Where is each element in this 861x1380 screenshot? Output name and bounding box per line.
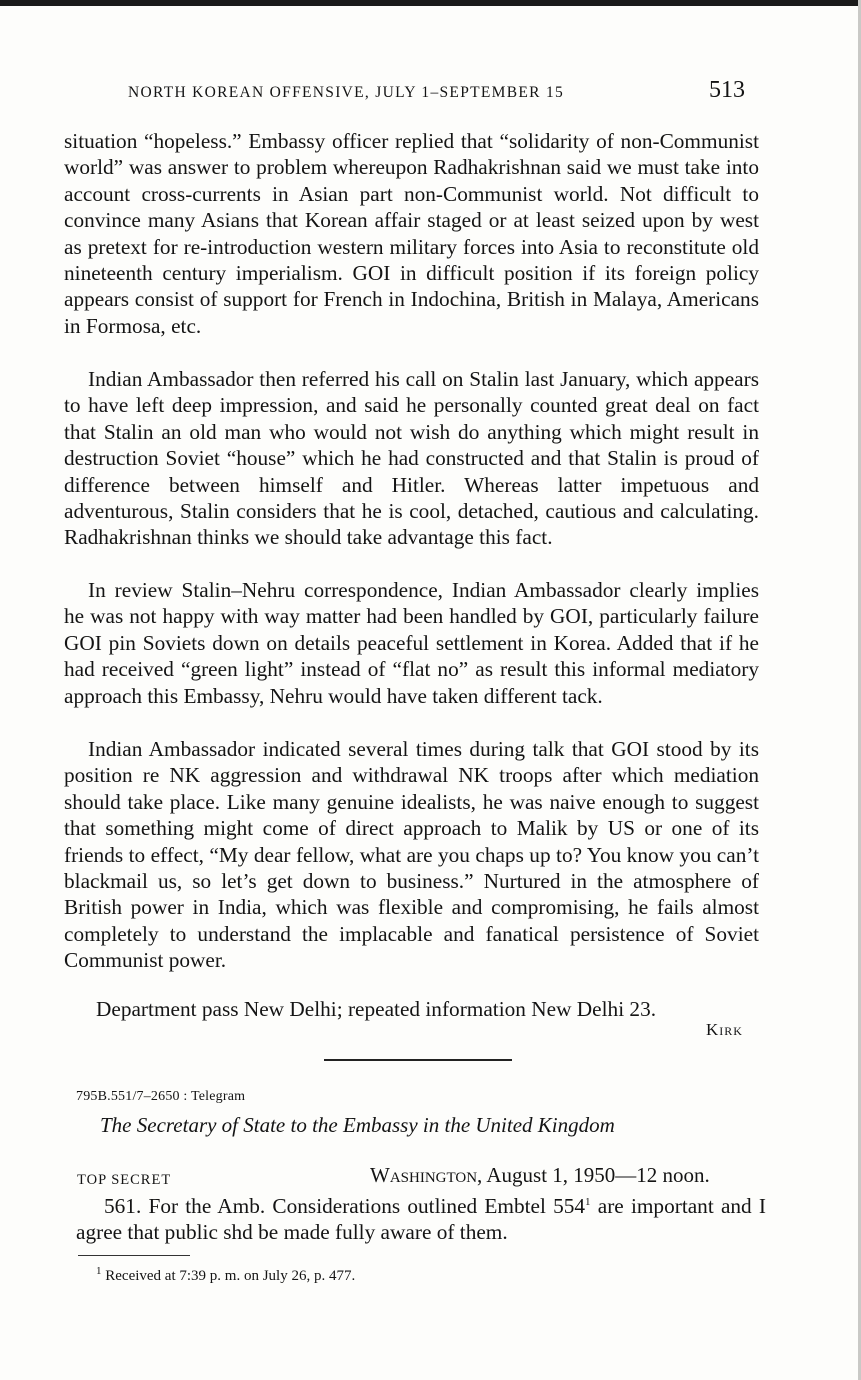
paragraph-5: Department pass New Delhi; repeated information New Delhi 23.	[96, 997, 657, 1021]
classification-label: TOP SECRET	[77, 1172, 172, 1188]
footnote-marker: 1	[96, 1265, 102, 1277]
footnote-ref: 1	[585, 1195, 591, 1208]
dateline-place: Washington,	[370, 1163, 483, 1187]
footnote-text: Received at 7:39 p. m. on July 26, p. 477.	[101, 1268, 356, 1284]
document-title: The Secretary of State to the Embassy in the United Kingdom	[100, 1113, 615, 1137]
telegram-text-end: are important and I agree that public shd be made fully aware of them.	[76, 1194, 766, 1244]
paragraph-4: Indian Ambassador indicated several times during talk that GOI stood by its position re NK aggression and withdrawal NK troops after which mediation should take place. Like many genuine idealists, he was naive enough to suggest that something might come of direct approach to Malik by US or one of its friends to effect, “My dear fellow, what are you chaps up to? You know you can’t blackmail us, so let’s get down to business.” Nurtured in the atmosphere of British power in India, which was flexible and compromising, he fails almost completely to understand the implacable and fanatical persistence of Soviet Communist power.	[64, 737, 759, 973]
file-reference: 795B.551/7–2650 : Telegram	[76, 1089, 246, 1104]
footnote	[96, 1265, 356, 1285]
signature: Kirk	[706, 1020, 743, 1039]
telegram-text-start: 561. For the Amb. Considerations outlined Embtel 554	[104, 1194, 586, 1218]
paragraph-1: situation “hopeless.” Embassy officer replied that “solidarity of non-Communist world” was answer to problem whereupon Radhakrishnan said we must take into account cross-currents in Asian part non-Communist world. Not difficult to convince many Asians that Korean affair staged or at least seized upon by west as pretext for re-introduction western military forces into Asia to reconstitute old nineteenth century imperialism. GOI in difficult position if its foreign policy appears consist of support for French in Indochina, British in Malaya, Americans in Formosa, etc.	[64, 129, 759, 338]
dateline	[370, 1163, 710, 1188]
running-head: NORTH KOREAN OFFENSIVE, JULY 1–SEPTEMBER 15	[128, 84, 565, 101]
page-number: 513	[709, 77, 745, 103]
paragraph-2: Indian Ambassador then referred his call on Stalin last January, which appears to have left deep impression, and said he personally counted great deal on fact that Stalin an old man who would not wish do anything which might result in destruction Soviet “house” which he had constructed and that Stalin is proud of difference between himself and Hitler. Whereas latter impetuous and adventurous, Stalin considers that he is cool, detached, cautious and calculating. Radhakrishnan thinks we should take advantage this fact.	[64, 367, 759, 550]
paragraph-telegram	[76, 1194, 766, 1245]
dateline-date: August 1, 1950—12 noon.	[482, 1163, 710, 1187]
paragraph-3: In review Stalin–Nehru correspondence, Indian Ambassador clearly implies he was not happy with way matter had been handled by GOI, particularly failure GOI pin Soviets down on details peaceful settlement in Korea. Added that if he had received “green light” instead of “flat no” as result this informal mediatory approach this Embassy, Nehru would have taken different tack.	[64, 578, 759, 708]
footnote-rule	[78, 1255, 190, 1256]
section-divider	[324, 1059, 512, 1061]
